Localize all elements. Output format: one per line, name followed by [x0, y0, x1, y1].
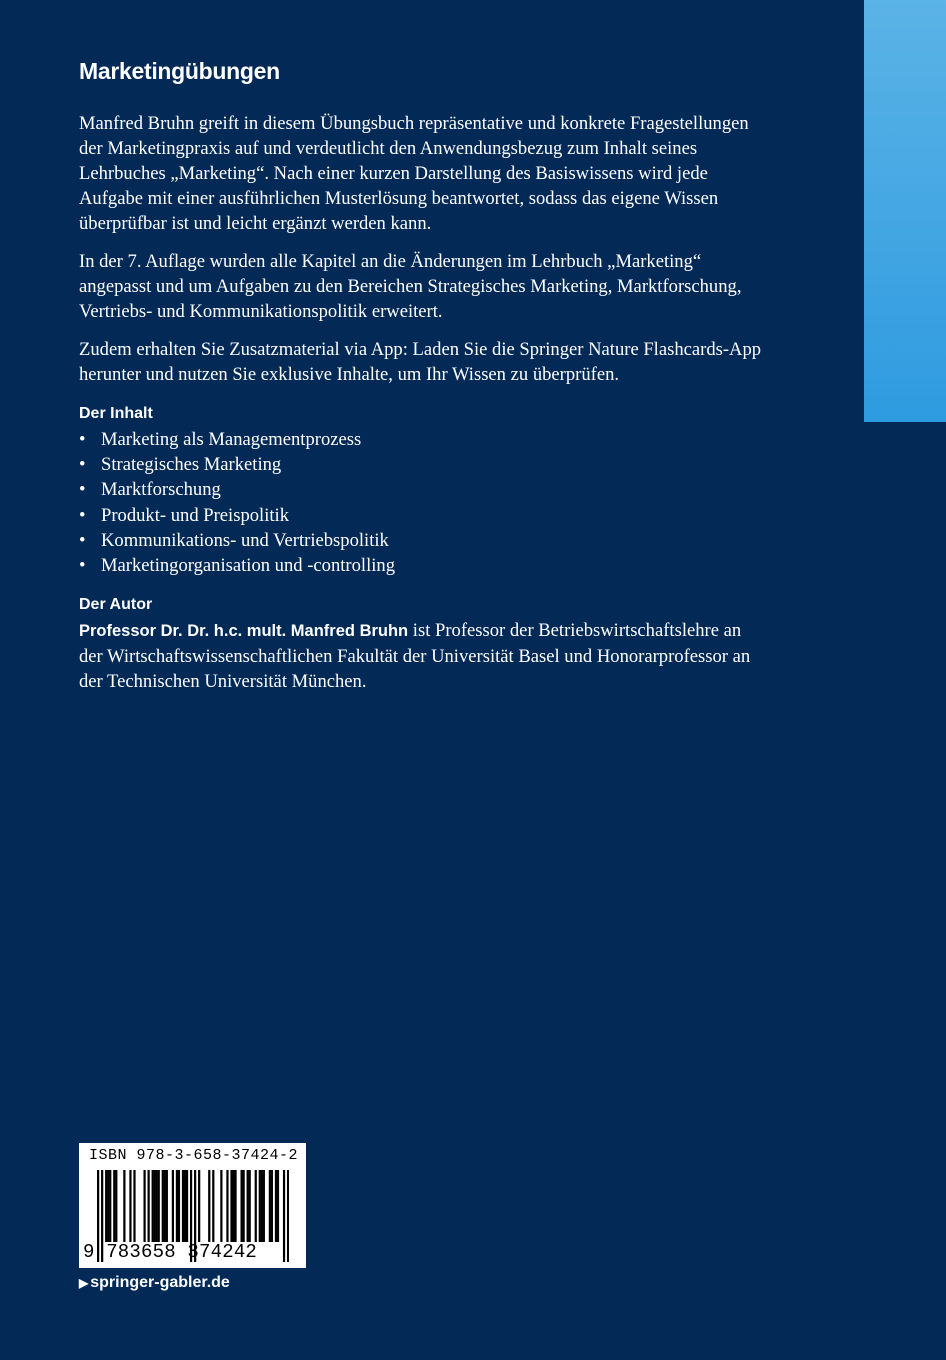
bullet-icon: •	[79, 429, 86, 450]
barcode-bar	[255, 1170, 257, 1242]
barcode-bar	[109, 1170, 111, 1242]
barcode-bar	[271, 1170, 273, 1242]
intro-paragraph-2: In der 7. Auflage wurden alle Kapitel an die Änderungen im Lehrbuch „Marketing“ angepasst und um Aufgaben zu den Bereichen Strategisches Marketing, Marktforschung, Vertriebs- und Kommunikationspolitik erweitert.	[79, 251, 742, 322]
barcode-bar	[240, 1170, 242, 1242]
publisher-link[interactable]	[79, 1274, 230, 1292]
book-title: Marketingübungen	[79, 58, 280, 84]
barcode-bar	[164, 1170, 166, 1242]
barcode-bar	[178, 1170, 180, 1242]
barcode-bar	[184, 1170, 186, 1242]
list-item-text: Kommunikations- und Vertriebspolitik	[101, 529, 389, 551]
barcode-bar	[152, 1170, 154, 1242]
barcode-bar	[166, 1170, 168, 1242]
barcode-bar	[243, 1170, 245, 1242]
accent-stripe	[864, 0, 946, 422]
barcode-bar	[234, 1170, 236, 1242]
barcode-bar	[230, 1170, 232, 1242]
bullet-icon: •	[79, 529, 86, 551]
intro-paragraph-3: Zudem erhalten Sie Zusatzmaterial via App: Laden Sie die Springer Nature Flashcards-App herunter und nutzen Sie exklusive Inhalte, um Ihr Wissen zu überprüfen.	[79, 339, 762, 385]
author-name: Professor Dr. Dr. h.c. mult. Manfred Bruhn	[79, 622, 409, 641]
list-item-text: Marktforschung	[101, 479, 221, 501]
list-item-text: Marketing als Managementprozess	[101, 429, 362, 450]
author-description: ist Professor der Betriebswirtschaftslehre an der Wirtschaftswissenschaftlichen Fakultät der Universität Basel und Honorarprofessor an der Technischen Universität München.	[79, 620, 751, 693]
list-item-text: Marketingorganisation und -controlling	[101, 555, 396, 577]
barcode-bar	[198, 1170, 200, 1242]
ean-digits: 9 783658 374242	[83, 1241, 258, 1263]
barcode-bar	[113, 1170, 115, 1242]
back-cover-text	[79, 58, 769, 707]
barcode-bar	[172, 1170, 174, 1242]
barcode-bar	[212, 1170, 214, 1242]
barcode-bar	[220, 1170, 222, 1242]
list-item-text: Produkt- und Preispolitik	[101, 504, 290, 526]
barcode-bar	[249, 1170, 251, 1242]
barcode-bar	[107, 1170, 109, 1242]
barcode-bar	[263, 1170, 265, 1242]
arrow-right-icon: ▶	[79, 1276, 89, 1290]
barcode-bar	[259, 1170, 261, 1242]
barcode-bar	[115, 1170, 117, 1242]
author-bio	[79, 618, 769, 694]
barcode-bar	[261, 1170, 263, 1242]
list-item-text: Strategisches Marketing	[101, 454, 282, 476]
barcode-bar	[182, 1170, 184, 1242]
barcode-bar	[186, 1170, 188, 1242]
barcode-bar	[148, 1170, 150, 1242]
intro-paragraph-1: Manfred Bruhn greift in diesem Übungsbuch repräsentative und konkrete Fragestellungen der Marketingpraxis auf und verdeutlicht den Anwendungsbezug zum Inhalt seines Lehrbuches „Marketing“. Nach einer kurzen Darstellung des Basiswissens wird jede Aufgabe mit einer ausführlichen Musterlösung beantwortet, sodass das eigene Wissen überprüfbar ist und leicht ergänzt werden kann.	[79, 113, 749, 234]
barcode-bar	[208, 1170, 210, 1242]
list-item	[79, 427, 769, 452]
list-item	[79, 503, 769, 528]
barcode-bar	[176, 1170, 178, 1242]
list-item	[79, 528, 769, 553]
author-heading: Der Autor	[79, 596, 153, 614]
bullet-icon: •	[79, 504, 86, 526]
barcode-bar	[283, 1170, 285, 1262]
content-list	[79, 427, 769, 578]
barcode-bar	[277, 1170, 279, 1242]
barcode-bar	[275, 1170, 277, 1242]
barcode-bar	[123, 1170, 125, 1242]
barcode-bar	[105, 1170, 107, 1242]
content-heading: Der Inhalt	[79, 405, 153, 422]
barcode-bar	[143, 1170, 145, 1242]
barcode-bar	[129, 1170, 131, 1242]
bullet-icon: •	[79, 454, 86, 476]
list-item	[79, 452, 769, 477]
isbn-barcode	[79, 1143, 306, 1268]
barcode-bar	[287, 1170, 289, 1262]
bullet-icon: •	[79, 555, 86, 577]
list-item	[79, 477, 769, 502]
publisher-link-text: springer-gabler.de	[90, 1274, 230, 1291]
barcode-bar	[247, 1170, 249, 1242]
barcode-bar	[232, 1170, 234, 1242]
barcode-bar	[158, 1170, 160, 1242]
barcode-bar	[133, 1170, 135, 1242]
list-item	[79, 553, 769, 578]
bullet-icon: •	[79, 479, 86, 501]
barcode-bar	[162, 1170, 164, 1242]
barcode-bar	[156, 1170, 158, 1242]
barcode-bar	[269, 1170, 271, 1242]
barcode-bar	[226, 1170, 228, 1242]
isbn-label: ISBN 978-3-658-37424-2	[89, 1147, 299, 1164]
barcode-bar	[154, 1170, 156, 1242]
